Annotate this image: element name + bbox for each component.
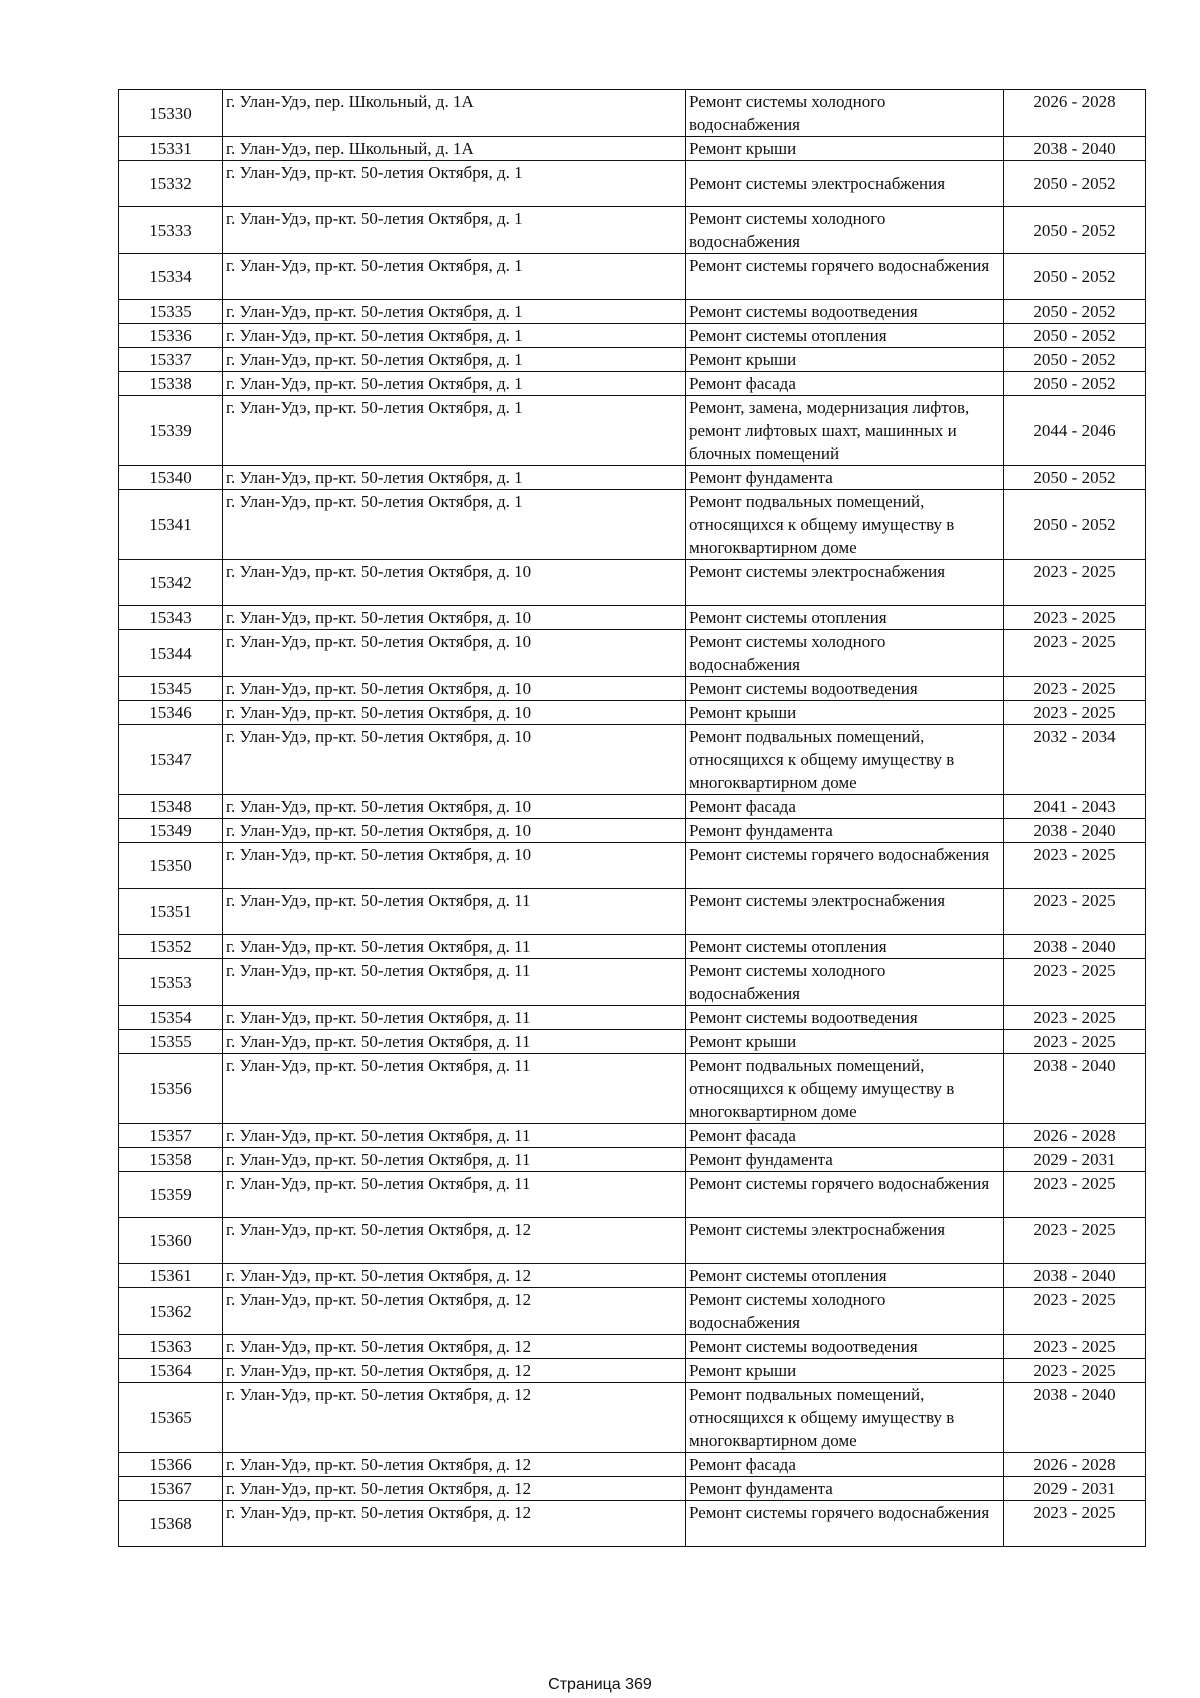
- work-type-cell: Ремонт фундамента: [686, 466, 1004, 490]
- period-cell: 2023 - 2025: [1004, 1006, 1146, 1030]
- address-cell: г. Улан-Удэ, пр-кт. 50-летия Октября, д. 1: [223, 466, 686, 490]
- row-number-cell: 15349: [119, 819, 223, 843]
- period-cell: 2029 - 2031: [1004, 1148, 1146, 1172]
- address-cell: г. Улан-Удэ, пр-кт. 50-летия Октября, д. 11: [223, 935, 686, 959]
- period-cell: 2038 - 2040: [1004, 819, 1146, 843]
- period-cell: 2023 - 2025: [1004, 606, 1146, 630]
- period-cell: 2023 - 2025: [1004, 1501, 1146, 1547]
- period-cell: 2041 - 2043: [1004, 795, 1146, 819]
- address-cell: г. Улан-Удэ, пр-кт. 50-летия Октября, д. 1: [223, 300, 686, 324]
- row-number-cell: 15330: [119, 90, 223, 137]
- repair-schedule-table: [118, 89, 1146, 1547]
- table-row: [119, 1124, 1146, 1148]
- work-type-cell: Ремонт системы холодного водоснабжения: [686, 630, 1004, 677]
- address-cell: г. Улан-Удэ, пр-кт. 50-летия Октября, д. 10: [223, 606, 686, 630]
- row-number-cell: 15338: [119, 372, 223, 396]
- row-number-cell: 15346: [119, 701, 223, 725]
- row-number-cell: 15356: [119, 1054, 223, 1124]
- table-row: [119, 889, 1146, 935]
- work-type-cell: Ремонт системы отопления: [686, 935, 1004, 959]
- row-number-cell: 15353: [119, 959, 223, 1006]
- period-cell: 2023 - 2025: [1004, 560, 1146, 606]
- period-cell: 2038 - 2040: [1004, 935, 1146, 959]
- period-cell: 2023 - 2025: [1004, 701, 1146, 725]
- work-type-cell: Ремонт крыши: [686, 701, 1004, 725]
- table-row: [119, 490, 1146, 560]
- address-cell: г. Улан-Удэ, пр-кт. 50-летия Октября, д. 12: [223, 1359, 686, 1383]
- work-type-cell: Ремонт системы холодного водоснабжения: [686, 90, 1004, 137]
- work-type-cell: Ремонт фундамента: [686, 819, 1004, 843]
- table-row: [119, 1453, 1146, 1477]
- row-number-cell: 15333: [119, 207, 223, 254]
- work-type-cell: Ремонт системы холодного водоснабжения: [686, 207, 1004, 254]
- row-number-cell: 15337: [119, 348, 223, 372]
- row-number-cell: 15331: [119, 137, 223, 161]
- period-cell: 2023 - 2025: [1004, 1218, 1146, 1264]
- table-row: [119, 466, 1146, 490]
- table-row: [119, 677, 1146, 701]
- row-number-cell: 15364: [119, 1359, 223, 1383]
- period-cell: 2050 - 2052: [1004, 466, 1146, 490]
- table-row: [119, 1335, 1146, 1359]
- work-type-cell: Ремонт подвальных помещений, относящихся к общему имуществу в многоквартирном доме: [686, 490, 1004, 560]
- row-number-cell: 15359: [119, 1172, 223, 1218]
- work-type-cell: Ремонт системы холодного водоснабжения: [686, 1288, 1004, 1335]
- address-cell: г. Улан-Удэ, пр-кт. 50-летия Октября, д. 10: [223, 795, 686, 819]
- row-number-cell: 15352: [119, 935, 223, 959]
- table-row: [119, 819, 1146, 843]
- period-cell: 2050 - 2052: [1004, 207, 1146, 254]
- period-cell: 2050 - 2052: [1004, 372, 1146, 396]
- table-row: [119, 1054, 1146, 1124]
- table-row: [119, 324, 1146, 348]
- address-cell: г. Улан-Удэ, пер. Школьный, д. 1А: [223, 90, 686, 137]
- work-type-cell: Ремонт системы водоотведения: [686, 300, 1004, 324]
- address-cell: г. Улан-Удэ, пр-кт. 50-летия Октября, д. 10: [223, 725, 686, 795]
- table-row: [119, 161, 1146, 207]
- table-row: [119, 254, 1146, 300]
- address-cell: г. Улан-Удэ, пр-кт. 50-летия Октября, д. 11: [223, 1172, 686, 1218]
- work-type-cell: Ремонт системы холодного водоснабжения: [686, 959, 1004, 1006]
- table-row: [119, 348, 1146, 372]
- period-cell: 2038 - 2040: [1004, 1383, 1146, 1453]
- work-type-cell: Ремонт подвальных помещений, относящихся к общему имуществу в многоквартирном доме: [686, 1054, 1004, 1124]
- address-cell: г. Улан-Удэ, пр-кт. 50-летия Октября, д. 1: [223, 324, 686, 348]
- address-cell: г. Улан-Удэ, пр-кт. 50-летия Октября, д. 12: [223, 1453, 686, 1477]
- address-cell: г. Улан-Удэ, пр-кт. 50-летия Октября, д. 1: [223, 254, 686, 300]
- period-cell: 2026 - 2028: [1004, 90, 1146, 137]
- table-row: [119, 1477, 1146, 1501]
- address-cell: г. Улан-Удэ, пр-кт. 50-летия Октября, д. 10: [223, 560, 686, 606]
- address-cell: г. Улан-Удэ, пр-кт. 50-летия Октября, д. 10: [223, 630, 686, 677]
- table-row: [119, 137, 1146, 161]
- table-row: [119, 1501, 1146, 1547]
- table-row: [119, 1359, 1146, 1383]
- work-type-cell: Ремонт системы электроснабжения: [686, 889, 1004, 935]
- period-cell: 2023 - 2025: [1004, 843, 1146, 889]
- address-cell: г. Улан-Удэ, пр-кт. 50-летия Октября, д. 1: [223, 490, 686, 560]
- period-cell: 2026 - 2028: [1004, 1124, 1146, 1148]
- work-type-cell: Ремонт фундамента: [686, 1148, 1004, 1172]
- table-row: [119, 207, 1146, 254]
- work-type-cell: Ремонт фасада: [686, 372, 1004, 396]
- address-cell: г. Улан-Удэ, пр-кт. 50-летия Октября, д. 12: [223, 1264, 686, 1288]
- work-type-cell: Ремонт системы электроснабжения: [686, 1218, 1004, 1264]
- period-cell: 2023 - 2025: [1004, 1335, 1146, 1359]
- table-row: [119, 300, 1146, 324]
- work-type-cell: Ремонт фундамента: [686, 1477, 1004, 1501]
- address-cell: г. Улан-Удэ, пр-кт. 50-летия Октября, д. 11: [223, 1054, 686, 1124]
- address-cell: г. Улан-Удэ, пр-кт. 50-летия Октября, д. 11: [223, 959, 686, 1006]
- table-row: [119, 1148, 1146, 1172]
- row-number-cell: 15341: [119, 490, 223, 560]
- row-number-cell: 15360: [119, 1218, 223, 1264]
- work-type-cell: Ремонт системы электроснабжения: [686, 161, 1004, 207]
- address-cell: г. Улан-Удэ, пр-кт. 50-летия Октября, д. 11: [223, 1148, 686, 1172]
- row-number-cell: 15332: [119, 161, 223, 207]
- period-cell: 2050 - 2052: [1004, 324, 1146, 348]
- address-cell: г. Улан-Удэ, пр-кт. 50-летия Октября, д. 1: [223, 348, 686, 372]
- period-cell: 2050 - 2052: [1004, 300, 1146, 324]
- table-row: [119, 935, 1146, 959]
- work-type-cell: Ремонт подвальных помещений, относящихся к общему имуществу в многоквартирном доме: [686, 725, 1004, 795]
- work-type-cell: Ремонт системы горячего водоснабжения: [686, 843, 1004, 889]
- row-number-cell: 15347: [119, 725, 223, 795]
- table-row: [119, 1030, 1146, 1054]
- work-type-cell: Ремонт системы отопления: [686, 1264, 1004, 1288]
- period-cell: 2026 - 2028: [1004, 1453, 1146, 1477]
- page-number: Страница 369: [548, 1676, 652, 1693]
- period-cell: 2023 - 2025: [1004, 1359, 1146, 1383]
- period-cell: 2044 - 2046: [1004, 396, 1146, 466]
- row-number-cell: 15348: [119, 795, 223, 819]
- row-number-cell: 15367: [119, 1477, 223, 1501]
- work-type-cell: Ремонт системы электроснабжения: [686, 560, 1004, 606]
- address-cell: г. Улан-Удэ, пр-кт. 50-летия Октября, д. 11: [223, 1030, 686, 1054]
- row-number-cell: 15365: [119, 1383, 223, 1453]
- row-number-cell: 15361: [119, 1264, 223, 1288]
- period-cell: 2050 - 2052: [1004, 161, 1146, 207]
- row-number-cell: 15334: [119, 254, 223, 300]
- period-cell: 2029 - 2031: [1004, 1477, 1146, 1501]
- work-type-cell: Ремонт фасада: [686, 1453, 1004, 1477]
- period-cell: 2023 - 2025: [1004, 1030, 1146, 1054]
- table-row: [119, 1264, 1146, 1288]
- table-row: [119, 1006, 1146, 1030]
- period-cell: 2038 - 2040: [1004, 137, 1146, 161]
- work-type-cell: Ремонт системы водоотведения: [686, 1006, 1004, 1030]
- table-row: [119, 630, 1146, 677]
- address-cell: г. Улан-Удэ, пр-кт. 50-летия Октября, д. 1: [223, 161, 686, 207]
- address-cell: г. Улан-Удэ, пр-кт. 50-летия Октября, д. 1: [223, 396, 686, 466]
- row-number-cell: 15345: [119, 677, 223, 701]
- address-cell: г. Улан-Удэ, пр-кт. 50-летия Октября, д. 12: [223, 1477, 686, 1501]
- period-cell: 2038 - 2040: [1004, 1264, 1146, 1288]
- address-cell: г. Улан-Удэ, пр-кт. 50-летия Октября, д. 12: [223, 1501, 686, 1547]
- row-number-cell: 15343: [119, 606, 223, 630]
- period-cell: 2023 - 2025: [1004, 959, 1146, 1006]
- address-cell: г. Улан-Удэ, пр-кт. 50-летия Октября, д. 1: [223, 207, 686, 254]
- work-type-cell: Ремонт подвальных помещений, относящихся к общему имуществу в многоквартирном доме: [686, 1383, 1004, 1453]
- address-cell: г. Улан-Удэ, пр-кт. 50-летия Октября, д. 11: [223, 889, 686, 935]
- row-number-cell: 15355: [119, 1030, 223, 1054]
- period-cell: 2023 - 2025: [1004, 630, 1146, 677]
- table-row: [119, 372, 1146, 396]
- table-row: [119, 560, 1146, 606]
- address-cell: г. Улан-Удэ, пр-кт. 50-летия Октября, д. 1: [223, 372, 686, 396]
- work-type-cell: Ремонт фасада: [686, 1124, 1004, 1148]
- work-type-cell: Ремонт, замена, модернизация лифтов, ремонт лифтовых шахт, машинных и блочных помещений: [686, 396, 1004, 466]
- address-cell: г. Улан-Удэ, пер. Школьный, д. 1А: [223, 137, 686, 161]
- table-body: [119, 90, 1146, 1547]
- period-cell: 2023 - 2025: [1004, 1288, 1146, 1335]
- address-cell: г. Улан-Удэ, пр-кт. 50-летия Октября, д. 10: [223, 843, 686, 889]
- address-cell: г. Улан-Удэ, пр-кт. 50-летия Октября, д. 12: [223, 1335, 686, 1359]
- work-type-cell: Ремонт системы отопления: [686, 606, 1004, 630]
- table-row: [119, 90, 1146, 137]
- row-number-cell: 15351: [119, 889, 223, 935]
- row-number-cell: 15339: [119, 396, 223, 466]
- period-cell: 2050 - 2052: [1004, 254, 1146, 300]
- work-type-cell: Ремонт крыши: [686, 1359, 1004, 1383]
- table-row: [119, 1172, 1146, 1218]
- work-type-cell: Ремонт крыши: [686, 348, 1004, 372]
- address-cell: г. Улан-Удэ, пр-кт. 50-летия Октября, д. 12: [223, 1288, 686, 1335]
- work-type-cell: Ремонт системы водоотведения: [686, 1335, 1004, 1359]
- table-row: [119, 701, 1146, 725]
- work-type-cell: Ремонт системы водоотведения: [686, 677, 1004, 701]
- row-number-cell: 15357: [119, 1124, 223, 1148]
- table-row: [119, 725, 1146, 795]
- period-cell: 2050 - 2052: [1004, 348, 1146, 372]
- work-type-cell: Ремонт системы горячего водоснабжения: [686, 1172, 1004, 1218]
- period-cell: 2038 - 2040: [1004, 1054, 1146, 1124]
- row-number-cell: 15336: [119, 324, 223, 348]
- work-type-cell: Ремонт крыши: [686, 1030, 1004, 1054]
- work-type-cell: Ремонт системы горячего водоснабжения: [686, 254, 1004, 300]
- work-type-cell: Ремонт системы отопления: [686, 324, 1004, 348]
- address-cell: г. Улан-Удэ, пр-кт. 50-летия Октября, д. 10: [223, 677, 686, 701]
- work-type-cell: Ремонт крыши: [686, 137, 1004, 161]
- row-number-cell: 15368: [119, 1501, 223, 1547]
- table-row: [119, 1288, 1146, 1335]
- period-cell: 2032 - 2034: [1004, 725, 1146, 795]
- row-number-cell: 15366: [119, 1453, 223, 1477]
- table-row: [119, 1383, 1146, 1453]
- period-cell: 2023 - 2025: [1004, 1172, 1146, 1218]
- row-number-cell: 15340: [119, 466, 223, 490]
- row-number-cell: 15363: [119, 1335, 223, 1359]
- table-row: [119, 795, 1146, 819]
- row-number-cell: 15344: [119, 630, 223, 677]
- address-cell: г. Улан-Удэ, пр-кт. 50-летия Октября, д. 12: [223, 1383, 686, 1453]
- row-number-cell: 15335: [119, 300, 223, 324]
- work-type-cell: Ремонт системы горячего водоснабжения: [686, 1501, 1004, 1547]
- period-cell: 2023 - 2025: [1004, 889, 1146, 935]
- table-row: [119, 606, 1146, 630]
- table-row: [119, 1218, 1146, 1264]
- period-cell: 2023 - 2025: [1004, 677, 1146, 701]
- table-row: [119, 843, 1146, 889]
- row-number-cell: 15362: [119, 1288, 223, 1335]
- address-cell: г. Улан-Удэ, пр-кт. 50-летия Октября, д. 12: [223, 1218, 686, 1264]
- row-number-cell: 15350: [119, 843, 223, 889]
- row-number-cell: 15342: [119, 560, 223, 606]
- address-cell: г. Улан-Удэ, пр-кт. 50-летия Октября, д. 10: [223, 701, 686, 725]
- address-cell: г. Улан-Удэ, пр-кт. 50-летия Октября, д. 11: [223, 1124, 686, 1148]
- address-cell: г. Улан-Удэ, пр-кт. 50-летия Октября, д. 11: [223, 1006, 686, 1030]
- table-row: [119, 959, 1146, 1006]
- address-cell: г. Улан-Удэ, пр-кт. 50-летия Октября, д. 10: [223, 819, 686, 843]
- row-number-cell: 15354: [119, 1006, 223, 1030]
- work-type-cell: Ремонт фасада: [686, 795, 1004, 819]
- row-number-cell: 15358: [119, 1148, 223, 1172]
- period-cell: 2050 - 2052: [1004, 490, 1146, 560]
- table-row: [119, 396, 1146, 466]
